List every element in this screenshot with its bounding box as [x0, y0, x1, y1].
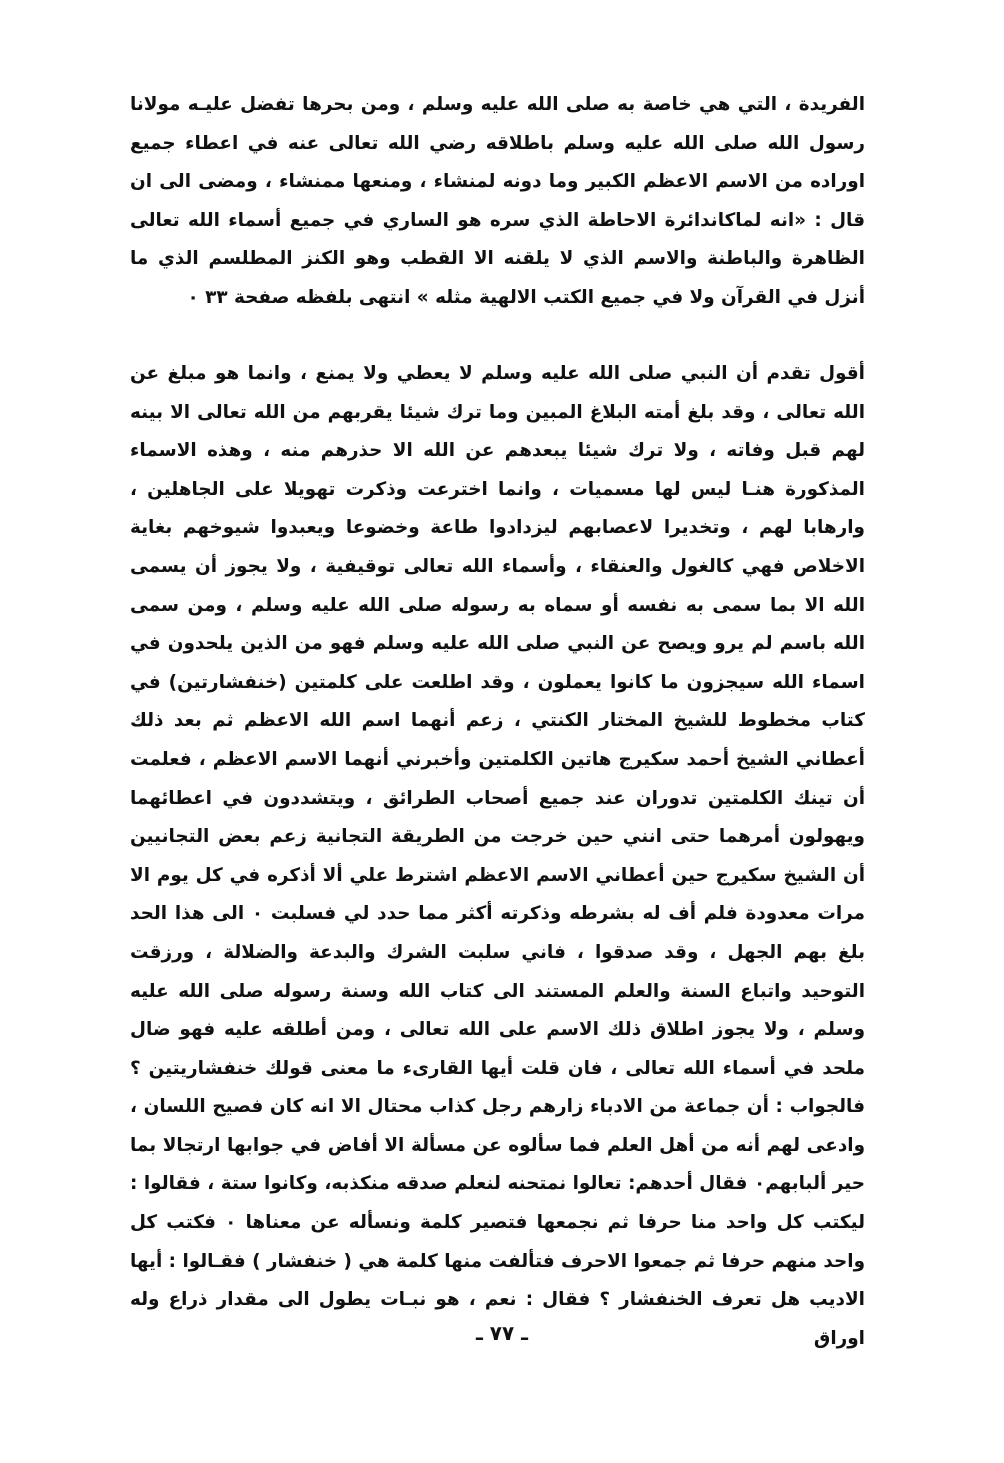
paragraph-2: أقول تقدم أن النبي صلى الله عليه وسلم لا يعطي ولا يمنع ، وانما هو مبلغ عن الله تعالى ، وقد بلغ أمته البلاغ المبين وما ترك شيئا يقربهم من الله تعالى الا بينه لهم قبل وفاته ، ولا ترك شيئا يبعدهم عن الله الا حذرهم منه ، وهذه الاسماء المذكورة هنـا ليس لها مسميات ، وانما اخترعت وذكرت تهويلا على الجاهلين ، وارهابا لهم ، وتخديرا لاعصابهم ليزدادوا طاعة وخضوعا ويعبدوا شيوخهم بغاية الاخلاص فهي كالغول والعنقاء ، وأسماء الله تعالى توقيفية ، ولا يجوز أن يسمى الله الا بما سمى به نفسه أو سماه به رسوله صلى الله عليه وسلم ، ومن سمى الله باسم لم يرو ويصح عن النبي صلى الله عليه وسلم فهو من الذين يلحدون في اسماء الله سيجزون ما كانوا يعملون ، وقد اطلعت على كلمتين (خنفشارتين) في كتاب مخطوط للشيخ المختار الكنتي ، زعم أنهما اسم الله الاعظم ثم بعد ذلك أعطاني الشيخ أحمد سكيرج هاتين الكلمتين وأخبرني أنهما الاسم الاعظم ، فعلمت أن تينك الكلمتين تدوران عند جميع أصحاب الطرائق ، ويتشددون في اعطائهما ويهولون أمرهما حتى انني حين خرجت من الطريقة التجانية زعم بعض التجانيين أن الشيخ سكيرج حين أعطاني الاسم الاعظم اشترط علي ألا أذكره في كل يوم الا مرات معدودة فلم أف له بشرطه وذكرته أكثر مما حدد لي فسلبت ٠ الى هذا الحد بلغ بهم الجهل ، وقد صدقوا ، فاني سلبت الشرك والبدعة والضلالة ، ورزقت التوحيد واتباع السنة والعلم المستند الى كتاب الله وسنة رسوله صلى الله عليه وسلم ، ولا يجوز اطلاق ذلك الاسم على الله تعالى ، ومن أطلقه عليه فهو ضال ملحد في أسماء الله تعالى ، فان قلت أيها القارىء ما معنى قولك خنفشاريتين ؟ فالجواب : أن جماعة من الادباء زارهم رجل كذاب محتال الا انه كان فصيح اللسان ، وادعى لهم أنه من أهل العلم فما سألوه عن مسألة الا أفاض في جوابها ارتجالا بما حير ألبابهم٠ فقال أحدهم: تعالوا نمتحنه لنعلم صدقه منكذبه، وكانوا ستة ، فقالوا : ليكتب كل واحد منا حرفا ثم نجمعها فتصير كلمة ونسأله عن معناها ٠ فكتب كل واحد منهم حرفا ثم جمعوا الاحرف فتألفت منها كلمة هي ( خنفشار ) فقـالوا : أيها الاديب هل تعرف الخنفشار ؟ فقال : نعم ، هو نبـات يطول الى مقدار ذراع وله اوراق: [130, 363, 865, 1349]
page-number: ـ ٧٧ ـ: [475, 1321, 529, 1345]
paragraph-1: الفريدة ، التي هي خاصة به صلى الله عليه وسلم ، ومن بحرها تفضل عليـه مولانا رسول الله صلى الله عليه وسلم باطلاقه رضي الله تعالى عنه في اعطاء جميع اوراده من الاسم الاعظم الكبير وما دونه لمنشاء ، ومنعها ممنشاء ، ومضى الى ان قال : «انه لماكاندائرة الاحاطة الذي سره هو الساري في جميع أسماء الله تعالى الظاهرة والباطنة والاسم الذي لا يلقنه الا القطب وهو الكنز المطلسم الذي ما أنزل في القرآن ولا في جميع الكتب الالهية مثله » انتهى بلفظه صفحة ٣٣ ٠: [130, 94, 865, 308]
